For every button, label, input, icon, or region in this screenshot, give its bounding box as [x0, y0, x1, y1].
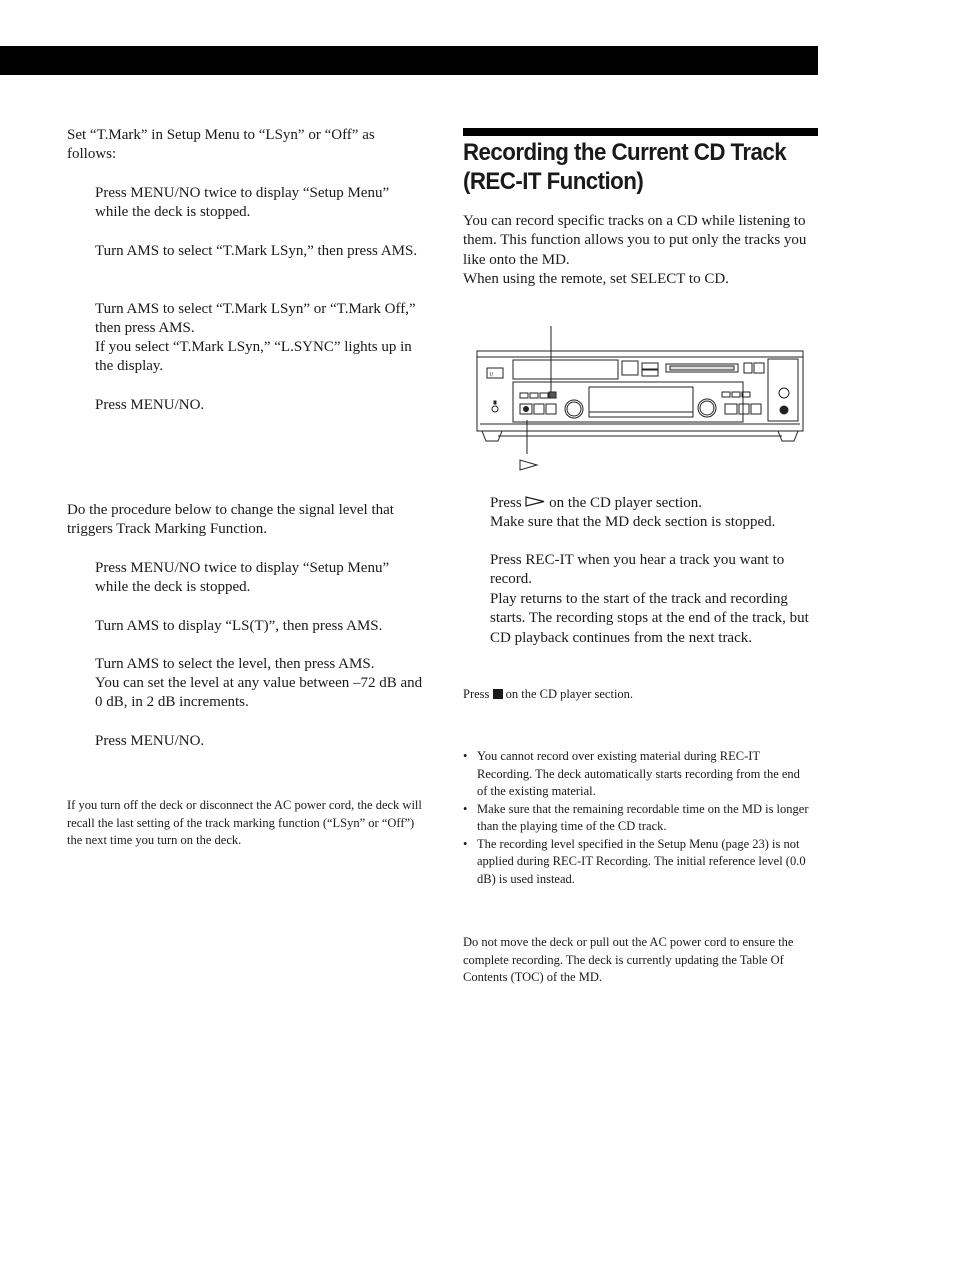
note-item — [463, 748, 813, 801]
right-step-2: Press REC-IT when you hear a track you want to record. — [490, 552, 785, 588]
control-panel — [513, 382, 743, 422]
left-intro-2: Do the procedure below to change the signal level that triggers Track Marking Function. — [67, 502, 394, 538]
note-text: Make sure that the remaining recordable time on the MD is longer than the playing time of the CD track. — [477, 801, 809, 833]
caution-note: Do not move the deck or pull out the AC power cord to ensure the complete recording. The deck is currently updating the Table Of Contents (TOC) of the MD. — [463, 935, 794, 984]
right-intro: You can record specific tracks on a CD while listening to them. This function allows you to put only the tracks you like onto the MD. — [463, 213, 807, 268]
header-bar — [0, 46, 818, 75]
stop-instruction-pre: Press — [463, 687, 490, 701]
heading-rule — [463, 128, 818, 136]
stop-square-icon — [493, 689, 503, 699]
bullet-icon: • — [463, 836, 468, 851]
right-step-1-pre: Press — [490, 495, 522, 511]
left-step2-1: Press MENU/NO twice to display “Setup Menu” while the deck is stopped. — [95, 560, 390, 596]
note-item — [463, 801, 813, 836]
right-step-2-note: Play returns to the start of the track and recording starts. The recording stops at the end of the track, but CD playback continues from the next track. — [490, 591, 809, 646]
left-step2-3: Turn AMS to select the level, then press AMS. — [95, 656, 375, 672]
note-text: The recording level specified in the Setup Menu (page 23) is not applied during REC-IT Recording. The initial reference level (0.0 dB) is used instead. — [477, 836, 806, 886]
right-remote-note: When using the remote, set SELECT to CD. — [463, 271, 729, 287]
left-step2-2: Turn AMS to display “LS(T)”, then press AMS. — [95, 618, 383, 634]
right-step-1 — [490, 494, 820, 513]
stop-instruction — [463, 686, 813, 704]
stop-instruction-post: on the CD player section. — [505, 687, 634, 701]
md-ams-knob — [698, 399, 716, 417]
left-note: If you turn off the deck or disconnect the AC power cord, the deck will recall the last setting of the track marking function (“LSyn” or “Off”) the next time you turn on the deck. — [67, 798, 422, 847]
headphone-jack — [780, 406, 788, 414]
cd-tray — [513, 360, 618, 379]
left-step-1: Press MENU/NO twice to display “Setup Menu” while the deck is stopped. — [95, 185, 390, 221]
bullet-icon: • — [463, 801, 468, 816]
left-intro: Set “T.Mark” in Setup Menu to “LSyn” or “Off” as follows: — [67, 127, 375, 163]
play-label-icon — [520, 460, 537, 470]
bullet-icon: • — [463, 749, 468, 763]
notes-list — [463, 748, 813, 888]
volume-knob — [779, 388, 789, 398]
power-label: I/ — [490, 372, 494, 378]
left-step2-4: Press MENU/NO. — [95, 733, 205, 749]
right-step-1-note: Make sure that the MD deck section is stopped. — [490, 514, 776, 530]
left-step-3: Turn AMS to select “T.Mark LSyn” or “T.Mark Off,” then press AMS. — [95, 301, 416, 337]
right-step-1-post: on the CD player section. — [549, 495, 703, 511]
timer-indicator — [492, 406, 498, 412]
left-step2-3-note: You can set the level at any value between –72 dB and 0 dB, in 2 dB increments. — [95, 675, 423, 711]
note-text: You cannot record over existing material during REC-IT Recording. The deck automatically starts recording from the end of the existing material. — [477, 749, 800, 798]
page-title: Recording the Current CD Track (REC-IT Function) — [463, 139, 787, 195]
left-step-3-note: If you select “T.Mark LSyn,” “L.SYNC” lights up in the display. — [95, 339, 412, 375]
play-triangle-icon — [525, 496, 545, 507]
left-step-4: Press MENU/NO. — [95, 397, 205, 413]
note-item — [463, 836, 813, 889]
deck-illustration — [470, 324, 810, 474]
cd-ams-knob — [565, 400, 583, 418]
rec-it-button — [549, 392, 556, 398]
left-step-2: Turn AMS to select “T.Mark LSyn,” then press AMS. — [95, 243, 418, 259]
